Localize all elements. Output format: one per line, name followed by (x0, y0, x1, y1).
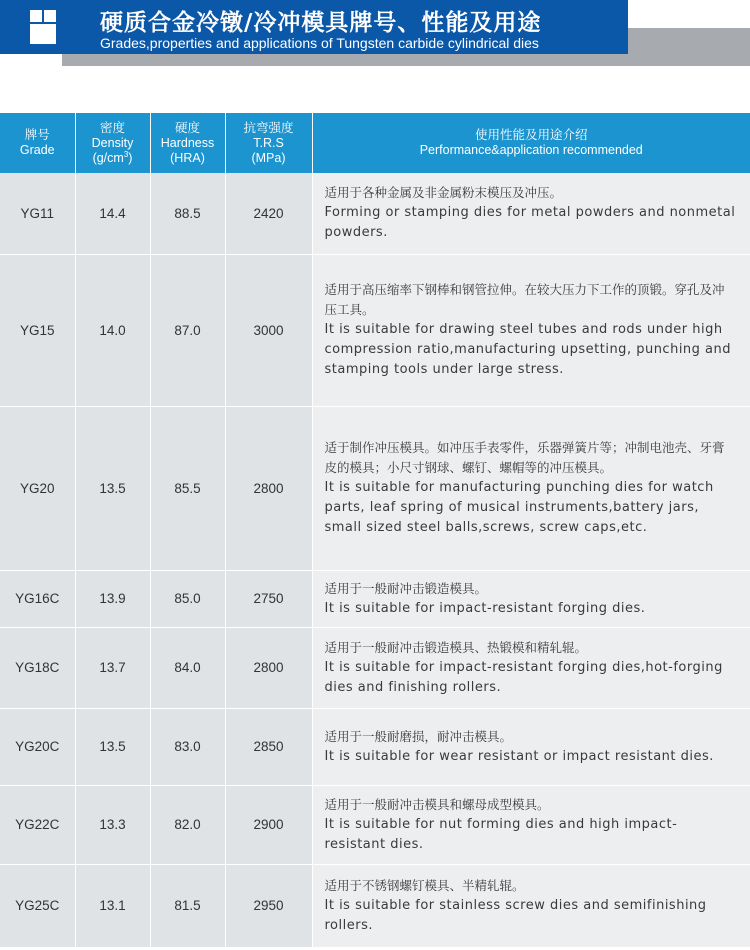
hardness-cell: 85.0 (150, 570, 225, 627)
application-cn: 适用于不锈钢螺钉模具、半精轧辊。 (324, 877, 525, 893)
application-en: It is suitable for nut forming dies and high impact-resistant dies. (324, 816, 678, 852)
application-cell (312, 570, 750, 627)
page-title-english: Grades,properties and applications of Tungsten carbide cylindrical dies (100, 35, 539, 51)
trs-cell: 2420 (225, 173, 312, 254)
density-cell: 13.7 (75, 627, 150, 708)
density-cell: 13.1 (75, 864, 150, 947)
density-cell: 13.5 (75, 406, 150, 570)
trs-cell: 2850 (225, 708, 312, 785)
density-cell: 13.3 (75, 785, 150, 864)
grades-table (0, 113, 750, 948)
table-row (0, 785, 750, 864)
density-cell: 14.0 (75, 254, 150, 406)
column-header-trs: 抗弯强度 T.R.S (MPa) (225, 113, 312, 173)
table-row (0, 708, 750, 785)
table-row (0, 173, 750, 254)
application-en: It is suitable for wear resistant or impact resistant dies. (324, 748, 714, 764)
table-row (0, 406, 750, 570)
application-cn: 适用于一般耐冲击锻造模具。 (324, 580, 488, 596)
density-cell: 13.9 (75, 570, 150, 627)
hardness-cell: 87.0 (150, 254, 225, 406)
application-cell (312, 254, 750, 406)
stacked-squares-icon (0, 0, 90, 54)
grade-cell: YG22C (0, 785, 75, 864)
application-en: It is suitable for drawing steel tubes and rods under high compression ratio,manufacturing upsetting, punching and stamping tools under large stress. (324, 322, 732, 377)
application-en: It is suitable for impact-resistant forging dies,hot-forging dies and finishing rollers. (324, 659, 723, 695)
application-en: Forming or stamping dies for metal powders and nonmetal powders. (324, 205, 736, 241)
page-title-chinese: 硬质合金冷镦/冷冲模具牌号、性能及用途 (100, 10, 542, 36)
column-header-grade: 牌号 Grade (0, 113, 75, 173)
column-header-hardness: 硬度 Hardness (HRA) (150, 113, 225, 173)
application-cn: 适用于一般耐冲击锻造模具、热锻模和精轧辊。 (324, 639, 588, 655)
hardness-cell: 85.5 (150, 406, 225, 570)
application-cn: 适于制作冲压模具。如冲压手表零件，乐器弹簧片等；冲制电池壳、牙膏皮的模具；小尺寸钢球、螺钉、螺帽等的冲压模具。 (324, 440, 725, 475)
trs-cell: 2750 (225, 570, 312, 627)
table-row (0, 864, 750, 947)
application-en: It is suitable for stainless screw dies and semifinishing rollers. (324, 897, 707, 933)
grade-cell: YG18C (0, 627, 75, 708)
application-cn: 适用于一般耐冲击模具和螺母成型模具。 (324, 796, 550, 812)
trs-cell: 2800 (225, 406, 312, 570)
application-cell (312, 864, 750, 947)
column-header-density: 密度 Density $(g/cm^3)$ (75, 113, 150, 173)
hardness-cell: 84.0 (150, 627, 225, 708)
table-row (0, 570, 750, 627)
trs-cell: 2900 (225, 785, 312, 864)
application-cn: 适用于高压缩率下钢棒和钢管拉伸。在较大压力下工作的顶锻。穿孔及冲压工具。 (324, 282, 725, 317)
application-cell (312, 785, 750, 864)
table-header-row (0, 113, 750, 173)
grade-cell: YG16C (0, 570, 75, 627)
grade-cell: YG15 (0, 254, 75, 406)
grade-cell: YG20 (0, 406, 75, 570)
application-cell (312, 406, 750, 570)
grade-cell: YG25C (0, 864, 75, 947)
application-cn: 适用于各种金属及非金属粉末模压及冲压。 (324, 185, 563, 201)
grade-cell: YG11 (0, 173, 75, 254)
table-row (0, 627, 750, 708)
hardness-cell: 82.0 (150, 785, 225, 864)
application-cn: 适用于一般耐磨损，耐冲击模具。 (324, 728, 513, 744)
trs-cell: 3000 (225, 254, 312, 406)
trs-cell: 2800 (225, 627, 312, 708)
hardness-cell: 83.0 (150, 708, 225, 785)
column-header-application: 使用性能及用途介绍 Performance&application recommended (312, 113, 750, 173)
density-cell: 13.5 (75, 708, 150, 785)
application-en: It is suitable for manufacturing punching dies for watch parts, leaf spring of musical instruments,battery jars, small sized steel balls,screws, screw caps,etc. (324, 480, 714, 535)
table-row (0, 254, 750, 406)
application-en: It is suitable for impact-resistant forging dies. (324, 600, 646, 616)
title-banner (0, 0, 628, 54)
application-cell (312, 627, 750, 708)
grade-cell: YG20C (0, 708, 75, 785)
application-cell (312, 173, 750, 254)
hardness-cell: 81.5 (150, 864, 225, 947)
hardness-cell: 88.5 (150, 173, 225, 254)
application-cell (312, 708, 750, 785)
trs-cell: 2950 (225, 864, 312, 947)
density-cell: 14.4 (75, 173, 150, 254)
